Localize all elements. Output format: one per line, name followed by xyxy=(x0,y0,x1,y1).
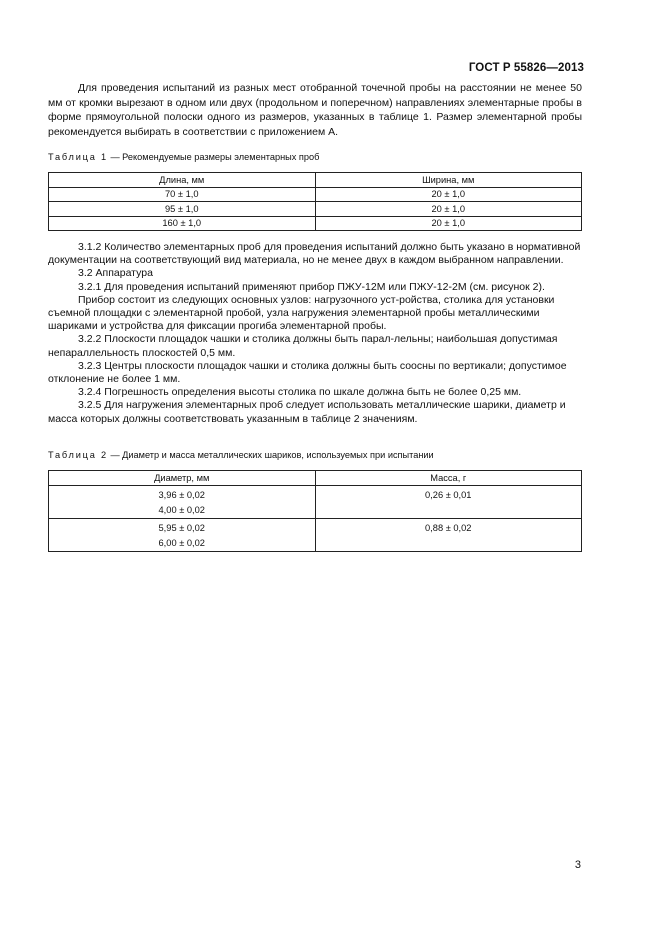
table1-caption-text: — Рекомендуемые размеры элементарных проб xyxy=(107,152,320,162)
diameter-value: 3,96 ± 0,02 xyxy=(158,489,205,500)
diameter-value: 6,00 ± 0,02 xyxy=(158,537,205,548)
table1-header-width: Ширина, мм xyxy=(315,173,582,188)
table1-caption xyxy=(48,152,319,162)
table-row xyxy=(49,187,582,202)
table2-header-diameter: Диаметр, мм xyxy=(49,471,316,486)
mass-value: 0,26 ± 0,01 xyxy=(425,489,472,500)
diameter-value: 4,00 ± 0,02 xyxy=(158,504,205,515)
paragraph: 3.2.2 Плоскости площадок чашки и столика должны быть парал-лельны; наибольшая допустимая непараллельность плоскостей 0,5 мм. xyxy=(48,333,558,359)
paragraph: 3.2.4 Погрешность определения высоты столика по шкале должна быть не более 0,25 мм. xyxy=(78,386,522,399)
table1 xyxy=(48,172,582,231)
table2-header-row xyxy=(49,471,582,486)
section-heading: 3.2 Аппаратура xyxy=(78,267,153,280)
paragraph: 3.2.5 Для нагружения элементарных проб следует использовать металлические шарики, диаметр и масса которых должны соответствовать указанным в таблице 2 значениям. xyxy=(48,399,566,425)
table1-cell-length: 160 ± 1,0 xyxy=(49,216,316,231)
table1-caption-label: Таблица 1 xyxy=(48,152,108,162)
diameter-value: 5,95 ± 0,02 xyxy=(158,522,205,533)
table-row xyxy=(49,485,582,518)
document-code: ГОСТ Р 55826—2013 xyxy=(468,62,584,74)
table-row xyxy=(49,518,582,551)
table2-cell-mass xyxy=(315,518,582,551)
table1-cell-length: 70 ± 1,0 xyxy=(49,187,316,202)
table2-caption xyxy=(48,450,434,460)
page-number: 3 xyxy=(574,859,581,871)
table2-caption-label: Таблица 2 xyxy=(48,450,108,460)
table1-cell-width: 20 ± 1,0 xyxy=(315,187,582,202)
table1-header-row xyxy=(49,173,582,188)
table2 xyxy=(48,470,582,552)
paragraph: 3.2.1 Для проведения испытаний применяют прибор ПЖУ-12М или ПЖУ-12-2М (см. рисунок 2). xyxy=(78,280,545,293)
paragraph: Прибор состоит из следующих основных узлов: нагрузочного уст-ройства, столика для установки съемной площадки с элементарной пробой, узла нагружения элементарной пробы металлическими шариками и устройства для фиксации прогиба элементарной пробы. xyxy=(48,293,555,333)
table2-header-mass: Масса, г xyxy=(315,471,582,486)
table2-caption-text: — Диаметр и масса металлических шариков, используемых при испытании xyxy=(107,450,434,460)
table-row xyxy=(49,216,582,231)
table2-cell-diameter xyxy=(49,518,316,551)
table1-cell-length: 95 ± 1,0 xyxy=(49,202,316,217)
table1-header-length: Длина, мм xyxy=(49,173,316,188)
table2-cell-diameter xyxy=(49,485,316,518)
intro-paragraph: Для проведения испытаний из разных мест отобранной точечной пробы на расстоянии не менее 50 мм от кромки вырезают в одном или двух (продольном и поперечном) направлениях элементарные пробы в форме прямоугольной полоски одного из размеров, указанных в таблице 1. Размер элементарной пробы рекомендуется выбирать в соответствии с приложением А. xyxy=(48,82,582,139)
table1-cell-width: 20 ± 1,0 xyxy=(315,216,582,231)
table-row xyxy=(49,202,582,217)
body-text xyxy=(48,241,582,426)
table2-cell-mass xyxy=(315,485,582,518)
table1-cell-width: 20 ± 1,0 xyxy=(315,202,582,217)
paragraph: 3.2.3 Центры плоскости площадок чашки и столика должны быть соосны по вертикали; допустимое отклонение не более 1 мм. xyxy=(48,359,567,386)
mass-value: 0,88 ± 0,02 xyxy=(425,522,472,533)
paragraph: 3.1.2 Количество элементарных проб для проведения испытаний должно быть указано в нормативной документации на соответствующий вид материала, но не менее двух в каждом выбранном направлении. xyxy=(48,241,581,267)
